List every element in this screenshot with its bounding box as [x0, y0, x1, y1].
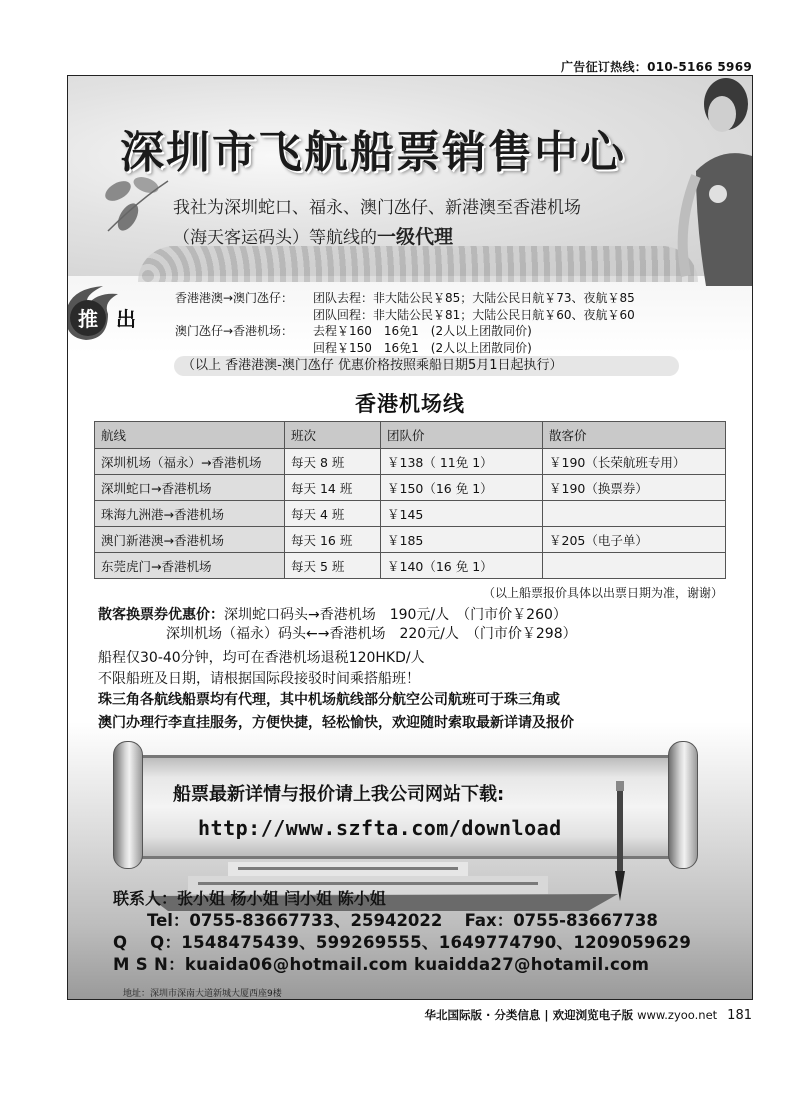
bold-note-line: 澳门办理行李直挂服务，方便快捷，轻松愉快，欢迎随时索取最新详请及报价	[98, 715, 574, 731]
scroll-body	[141, 755, 670, 859]
table-cell: ￥150（16 免 1）	[381, 475, 543, 501]
intro-line-1: 我社为深圳蛇口、福永、澳门氹仔、新港澳至香港机场	[173, 198, 581, 218]
badge-char-1: 推	[78, 307, 98, 331]
contact-qq: Q Q：1548475439、599269555、1649774790、1209059629	[113, 933, 692, 952]
agency-notes	[98, 689, 738, 735]
bold-note-line: 珠三角各航线船票均有代理，其中机场航线部分航空公司航班可于珠三角或	[98, 692, 560, 708]
table-cell: ￥140（16 免 1）	[381, 553, 543, 579]
contact-phone-fax: Tel：0755-83667733、25942022 Fax：0755-83667738	[147, 911, 658, 930]
table-cell: ￥138（ 11免 1）	[381, 449, 543, 475]
table-row	[95, 501, 726, 527]
table-cell: ￥205（电子单）	[543, 527, 726, 553]
service-notes	[98, 648, 738, 690]
table-header-cell: 散客价	[543, 422, 726, 449]
table-header-row	[95, 422, 726, 449]
table-row	[95, 475, 726, 501]
table-header-cell: 班次	[285, 422, 381, 449]
page-number: 181	[727, 1008, 752, 1023]
table-cell: 深圳蛇口→香港机场	[95, 475, 285, 501]
ad-hotline: 广告征订热线：010-5166 5969	[560, 60, 752, 74]
promo-route: 香港港澳→澳门氹仔：	[175, 291, 294, 305]
intro-line-2-prefix: （海天客运码头）等航线的	[173, 228, 377, 248]
footer-site-link[interactable]: www.zyoo.net	[637, 1008, 718, 1022]
promo-badge	[67, 284, 158, 344]
promo-detail: 回程￥150 16免1 (2人以上团散同价)	[313, 340, 532, 355]
note-line: 不限船班及日期，请根据国际段接驳时间乘搭船班！	[98, 671, 420, 687]
table-header-cell: 航线	[95, 422, 285, 449]
page-footer	[0, 1007, 752, 1023]
intro-line-2-strong: 一级代理	[377, 226, 454, 248]
table-cell: ￥145	[381, 501, 543, 527]
airport-route-table	[94, 421, 726, 579]
scroll-roll-right	[668, 741, 698, 869]
promo-route: 澳门氹仔→香港机场：	[175, 324, 294, 338]
voucher-price-1: 深圳蛇口码头→香港机场 190元/人 （门市价￥260）	[224, 607, 567, 623]
voucher-price-2: 深圳机场（福永）码头←→香港机场 220元/人 （门市价￥298）	[166, 626, 577, 642]
contact-people: 联系人：张小姐 杨小姐 闫小姐 陈小姐	[113, 889, 386, 908]
badge-char-2: 出	[116, 307, 136, 331]
promo-row	[175, 307, 735, 324]
price-disclaimer: （以上船票报价具体以出票日期为准，谢谢）	[482, 586, 723, 600]
section-title: 香港机场线	[355, 391, 465, 416]
ad-title: 深圳市飞航船票销售中心	[120, 127, 626, 178]
promo-detail: 团队回程：非大陆公民￥81；大陆公民日航￥60、夜航￥60	[313, 307, 635, 322]
promo-route	[175, 307, 313, 324]
contact-msn: M S N：kuaida06@hotmail.com kuaidda27@hotamil.com	[113, 955, 650, 974]
table-cell: ￥185	[381, 527, 543, 553]
flame-badge-icon	[67, 284, 158, 344]
table-row	[95, 553, 726, 579]
company-address: 地址：深圳市深南大道新城大厦西座9楼	[123, 989, 282, 999]
scroll-text: 船票最新详情与报价请上我公司网站下载:	[173, 784, 505, 805]
table-cell	[543, 501, 726, 527]
table-cell: 每天 5 班	[285, 553, 381, 579]
table-cell: 澳门新港澳→香港机场	[95, 527, 285, 553]
table-row	[95, 527, 726, 553]
note-line: 船程仅30-40分钟，均可在香港机场退税120HKD/人	[98, 650, 425, 666]
table-cell: 每天 16 班	[285, 527, 381, 553]
table-cell: 每天 14 班	[285, 475, 381, 501]
intro-text	[173, 194, 713, 253]
model-photo-icon	[666, 76, 752, 286]
voucher-line-1	[98, 606, 738, 625]
table-header-cell: 团队价	[381, 422, 543, 449]
promo-row	[175, 323, 735, 340]
website-scroll-banner	[113, 741, 698, 869]
promo-route	[175, 340, 313, 357]
leaves-icon	[98, 171, 178, 241]
ad-frame	[67, 75, 753, 1000]
promo-routes	[175, 290, 735, 356]
brush-pen-icon	[613, 781, 627, 901]
table-cell: 每天 4 班	[285, 501, 381, 527]
footer-section: 华北国际版 · 分类信息 | 欢迎浏览电子版	[424, 1008, 638, 1022]
table-cell: 珠海九洲港→香港机场	[95, 501, 285, 527]
contact-info	[113, 888, 753, 976]
promo-note: （以上 香港港澳-澳门氹仔 优惠价格按照乘船日期5月1日起执行）	[174, 356, 679, 376]
promo-detail: 团队去程：非大陆公民￥85；大陆公民日航￥73、夜航￥85	[313, 291, 635, 305]
website-url-link[interactable]: http://www.szfta.com/download	[198, 816, 562, 840]
scroll-roll-left	[113, 741, 143, 869]
promo-detail: 去程￥160 16免1 (2人以上团散同价)	[313, 324, 532, 338]
promo-row	[175, 340, 735, 357]
table-cell	[543, 553, 726, 579]
voucher-label: 散客换票券优惠价：	[98, 607, 224, 623]
table-cell: 深圳机场（福永）→香港机场	[95, 449, 285, 475]
table-cell: ￥190（换票券）	[543, 475, 726, 501]
table-cell: ￥190（长荣航班专用）	[543, 449, 726, 475]
intro-line-2	[173, 223, 713, 253]
voucher-prices	[98, 606, 738, 644]
table-cell: 每天 8 班	[285, 449, 381, 475]
table-cell: 东莞虎门→香港机场	[95, 553, 285, 579]
promo-row	[175, 290, 735, 307]
table-row	[95, 449, 726, 475]
